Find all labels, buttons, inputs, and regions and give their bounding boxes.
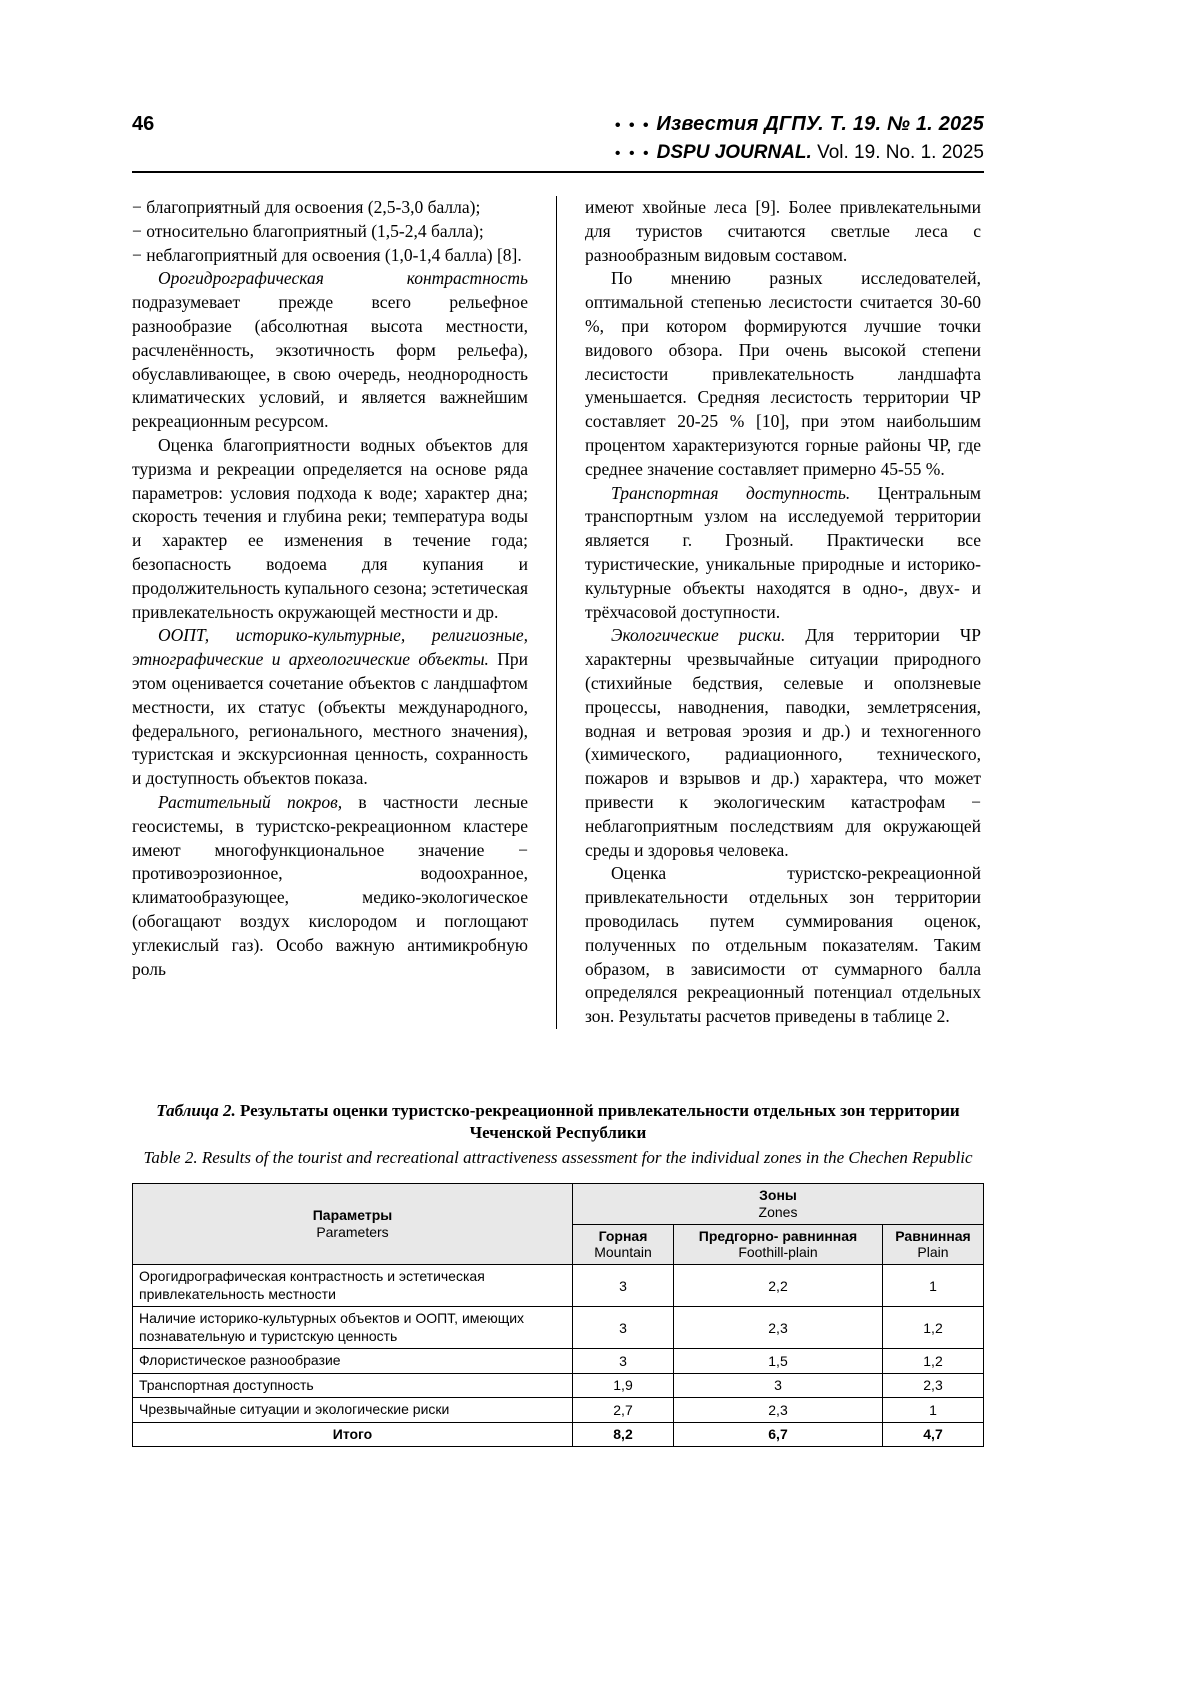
cell-foothill: 1,5 (674, 1349, 883, 1374)
cell-foothill: 2,2 (674, 1265, 883, 1307)
term-ecological-risks: Экологические риски. (611, 625, 786, 646)
table-label: Таблица 2. (156, 1101, 236, 1120)
paragraph-left-4 (132, 267, 528, 434)
cell-foothill: 2,3 (674, 1398, 883, 1423)
paragraph-left-1: − благоприятный для освоения (2,5-3,0 балла); (132, 197, 481, 217)
cell-foothill-total: 6,7 (674, 1422, 883, 1447)
journal-title-en-name: DSPU JOURNAL. (656, 142, 812, 163)
journal-title-ru-text: Известия ДГПУ. Т. 19. № 1. 2025 (656, 113, 984, 135)
results-table-wrapper (132, 1183, 984, 1447)
table-caption-ru (132, 1100, 984, 1144)
cell-parameter: Наличие историко-культурных объектов и ООПТ, имеющих познавательную и туристскую ценность (133, 1307, 573, 1349)
header-parameters-en: Parameters (316, 1224, 389, 1241)
right-column (557, 196, 981, 1029)
paragraph-right-5: Оценка туристско-рекреационной привлекательности отдельных зон территории проводилась путем суммирования оценок, полученных по отдельным показателям. Таким образом, в зависимости от суммарного балла определялся рекреационный потенциал отдельных зон. Результаты расчетов приведены в таблице 2. (585, 863, 981, 1027)
results-table (132, 1183, 984, 1447)
cell-foothill: 2,3 (674, 1307, 883, 1349)
paragraph-left-5: Оценка благоприятности водных объектов для туризма и рекреации определяется на основе ряда параметров: условия подхода к воде; характер дна; скорость течения и глубина реки; температура воды и характер ее изменения в течение года; безопасность водоема для купания и продолжительность купального сезона; эстетическая привлекательность окружающей местности и др. (132, 434, 528, 622)
journal-title-en (154, 141, 984, 165)
header-zone-mountain-en: Mountain (594, 1244, 652, 1261)
header-zone-plain-ru: Равнинная (895, 1227, 971, 1244)
cell-mountain: 3 (573, 1349, 674, 1374)
term-orohydrographic-contrast: Орогидрографическая контрастность (158, 268, 528, 289)
cell-foothill: 3 (674, 1373, 883, 1398)
page-header (132, 112, 984, 173)
table-row (133, 1349, 984, 1374)
term-vegetation-cover: Растительный покров, (158, 791, 343, 812)
header-zone-foothill-ru: Предгорно- равнинная (698, 1227, 858, 1244)
table-row (133, 1265, 984, 1307)
table-row (133, 1398, 984, 1423)
cell-parameter: Флористическое разнообразие (133, 1349, 573, 1374)
header-zone-mountain-ru: Горная (598, 1227, 648, 1244)
cell-parameter: Орогидрографическая контрастность и эстетическая привлекательность местности (133, 1265, 573, 1307)
cell-parameter: Чрезвычайные ситуации и экологические риски (133, 1398, 573, 1423)
cell-plain: 2,3 (883, 1373, 984, 1398)
cell-plain: 1 (883, 1398, 984, 1423)
paragraph-right-1: имеют хвойные леса [9]. Более привлекательными для туристов считаются светлые леса с разнообразным видовым составом. (585, 197, 981, 265)
table-caption-ru-text: Результаты оценки туристско-рекреационной привлекательности отдельных зон территории Чеченской Республики (235, 1101, 960, 1143)
paragraph-left-6-text: При этом оценивается сочетание объектов с ландшафтом местности, их статус (объекты международного, федерального, регионального, местного значения), туристская и экскурсионная ценность, сохранность и доступность объектов показа. (132, 649, 528, 789)
table-row-total (133, 1422, 984, 1447)
cell-mountain: 3 (573, 1307, 674, 1349)
cell-parameter-total: Итого (133, 1422, 573, 1447)
journal-title-ru (154, 112, 984, 137)
paragraph-left-4-text: подразумевает прежде всего рельефное разнообразие (абсолютная высота местности, расчленённость, экзотичность форм рельефа), обуславливающее, в свою очередь, неоднородность климатических условий, и является важнейшим рекреационным ресурсом. (132, 292, 528, 432)
table-body (133, 1265, 984, 1447)
table-row (133, 1373, 984, 1398)
header-zone-plain (883, 1224, 984, 1265)
table-head (133, 1184, 984, 1265)
table-header-row-1 (133, 1184, 984, 1225)
cell-plain: 1,2 (883, 1349, 984, 1374)
table-row (133, 1307, 984, 1349)
page-number: 46 (132, 113, 155, 135)
term-transport-accessibility: Транспортная доступность. (611, 482, 851, 503)
cell-mountain: 2,7 (573, 1398, 674, 1423)
journal-title-en-rest: Vol. 19. No. 1. 2025 (811, 142, 984, 163)
paragraph-left-7-text: в частности лесные геосистемы, в туристско-рекреационном кластере имеют многофункциональное значение − противоэрозионное, водоохранное, климатообразующее, медико-экологическое (обогащают воздух кислородом и поглощают углекислый газ). Особо важную антимикробную роль (132, 791, 528, 979)
left-column (132, 196, 557, 1029)
header-zone-foothill (674, 1224, 883, 1265)
paragraph-left-7 (132, 791, 528, 981)
cell-plain: 1,2 (883, 1307, 984, 1349)
table-caption-en: Table 2. Results of the tourist and recreational attractiveness assessment for the individual zones in the Chechen Republic (143, 1148, 973, 1168)
cell-parameter: Транспортная доступность (133, 1373, 573, 1398)
term-protected-areas: ООПТ, историко-культурные, религиозные, этнографические и археологические объекты. (132, 625, 528, 670)
cell-plain: 1 (883, 1265, 984, 1307)
cell-plain-total: 4,7 (883, 1422, 984, 1447)
paragraph-right-2: По мнению разных исследователей, оптимальной степенью лесистости считается 30-60 %, при котором формируются лучшие точки видового обзора. При очень высокой степени лесистости привлекательность ландшафта уменьшается. Средняя лесистость территории ЧР составляет 20-25 % [10], при этом наибольшим процентом характеризуются горные районы ЧР, где среднее значение составляет примерно 45-55 %. (585, 268, 981, 479)
cell-mountain: 1,9 (573, 1373, 674, 1398)
paragraph-left-3: − неблагоприятный для освоения (1,0-1,4 балла) [8]. (132, 244, 522, 265)
paragraph-right-3-text: Центральным транспортным узлом на исследуемой территории является г. Грозный. Практически все туристические, уникальные природные и историко-культурные объекты находятся в одно-, двух- и трёхчасовой доступности. (585, 482, 981, 622)
body-columns (132, 196, 984, 1029)
cell-mountain-total: 8,2 (573, 1422, 674, 1447)
header-zone-plain-en: Plain (917, 1244, 949, 1261)
cell-mountain: 3 (573, 1265, 674, 1307)
paragraph-right-4-text: Для территории ЧР характерны чрезвычайные ситуации природного (стихийные бедствия, селевые и оползневые процессы, наводнения, паводки, землетрясения, водная и ветровая эрозия и др.) и техногенного (химического, радиационного, технического, пожаров и взрывов и др.) характера, что может привести к экологическим катастрофам − неблагоприятным последствиям для окружающей среды и здоровья человека. (585, 625, 981, 860)
header-zones (573, 1184, 984, 1225)
header-parameters-ru: Параметры (312, 1207, 393, 1224)
paragraph-right-4 (585, 624, 981, 862)
paragraph-left-2: − относительно благоприятный (1,5-2,4 балла); (132, 220, 484, 241)
header-parameters (133, 1184, 573, 1265)
paragraph-left-6 (132, 624, 528, 791)
paragraph-right-3 (585, 482, 981, 625)
dots-ornament-en: • • • (614, 145, 651, 162)
header-zones-ru: Зоны (759, 1187, 797, 1203)
header-zones-en: Zones (758, 1203, 798, 1220)
header-zone-foothill-en: Foothill-plain (738, 1244, 818, 1261)
table-caption (132, 1100, 984, 1169)
dots-ornament-ru: • • • (614, 117, 651, 134)
header-zone-mountain (573, 1224, 674, 1265)
